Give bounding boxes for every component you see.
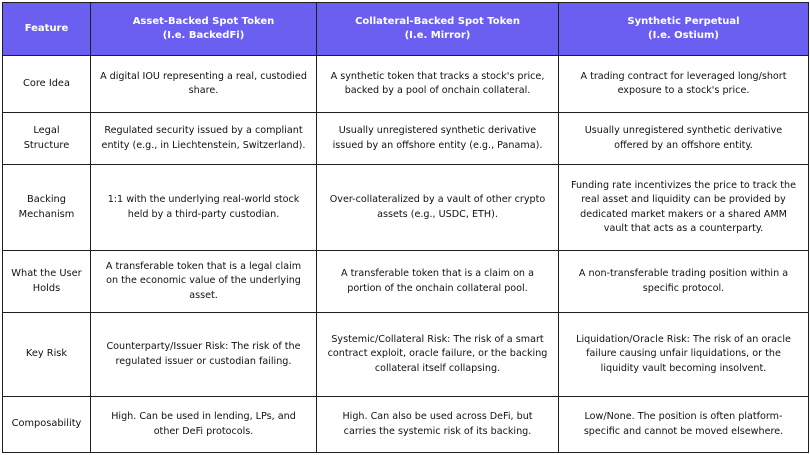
table-cell: Funding rate incentivizes the price to track the real asset and liquidity can be provided by dedicated market makers or a shared AMM vault that acts as a counterparty. — [559, 165, 809, 251]
table-cell: A transferable token that is a legal claim on the economic value of the underlying asset. — [91, 251, 317, 313]
table-cell: Over-collateralized by a vault of other crypto assets (e.g., USDC, ETH). — [317, 165, 559, 251]
table-row-key-risk — [3, 313, 809, 397]
header-asset-backed-subtitle: (I.e. BackedFi) — [162, 30, 245, 41]
table-cell: Low/None. The position is often platform-specific and cannot be moved elsewhere. — [559, 397, 809, 453]
feature-cell: Core Idea — [3, 56, 91, 113]
header-collateral-backed — [317, 3, 559, 56]
feature-cell: Legal Structure — [3, 113, 91, 165]
comparison-table — [2, 2, 809, 453]
table-row-legal-structure — [3, 113, 809, 165]
table-row-composability — [3, 397, 809, 453]
table-cell: Usually unregistered synthetic derivative issued by an offshore entity (e.g., Panama). — [317, 113, 559, 165]
table-cell: High. Can be used in lending, LPs, and other DeFi protocols. — [91, 397, 317, 453]
table-row-what-user-holds — [3, 251, 809, 313]
table-cell: Liquidation/Oracle Risk: The risk of an oracle failure causing unfair liquidations, or the liquidity vault becoming insolvent. — [559, 313, 809, 397]
table-cell: Systemic/Collateral Risk: The risk of a smart contract exploit, oracle failure, or the backing collateral itself collapsing. — [317, 313, 559, 397]
table-cell: A non-transferable trading position within a specific protocol. — [559, 251, 809, 313]
table-cell: A synthetic token that tracks a stock's price, backed by a pool of onchain collateral. — [317, 56, 559, 113]
table-cell: 1:1 with the underlying real-world stock held by a third-party custodian. — [91, 165, 317, 251]
table-cell: Regulated security issued by a compliant entity (e.g., in Liechtenstein, Switzerland). — [91, 113, 317, 165]
table-cell: High. Can also be used across DeFi, but carries the systemic risk of its backing. — [317, 397, 559, 453]
header-feature: Feature — [3, 3, 91, 56]
feature-cell: What the User Holds — [3, 251, 91, 313]
header-synthetic-perpetual-subtitle: (I.e. Ostium) — [648, 30, 719, 41]
table-cell: A trading contract for leveraged long/short exposure to a stock's price. — [559, 56, 809, 113]
header-asset-backed-title: Asset-Backed Spot Token — [132, 16, 275, 27]
table-cell: A transferable token that is a claim on a portion of the onchain collateral pool. — [317, 251, 559, 313]
header-synthetic-perpetual — [559, 3, 809, 56]
table-header-row — [3, 3, 809, 56]
table-cell: A digital IOU representing a real, custodied share. — [91, 56, 317, 113]
feature-cell: Key Risk — [3, 313, 91, 397]
table-row-core-idea — [3, 56, 809, 113]
feature-cell: Backing Mechanism — [3, 165, 91, 251]
table-row-backing-mechanism — [3, 165, 809, 251]
header-collateral-backed-subtitle: (I.e. Mirror) — [404, 30, 471, 41]
header-synthetic-perpetual-title: Synthetic Perpetual — [627, 16, 740, 27]
table-cell: Counterparty/Issuer Risk: The risk of the regulated issuer or custodian failing. — [91, 313, 317, 397]
feature-cell: Composability — [3, 397, 91, 453]
header-asset-backed — [91, 3, 317, 56]
table-cell: Usually unregistered synthetic derivative offered by an offshore entity. — [559, 113, 809, 165]
header-collateral-backed-title: Collateral-Backed Spot Token — [355, 16, 520, 27]
